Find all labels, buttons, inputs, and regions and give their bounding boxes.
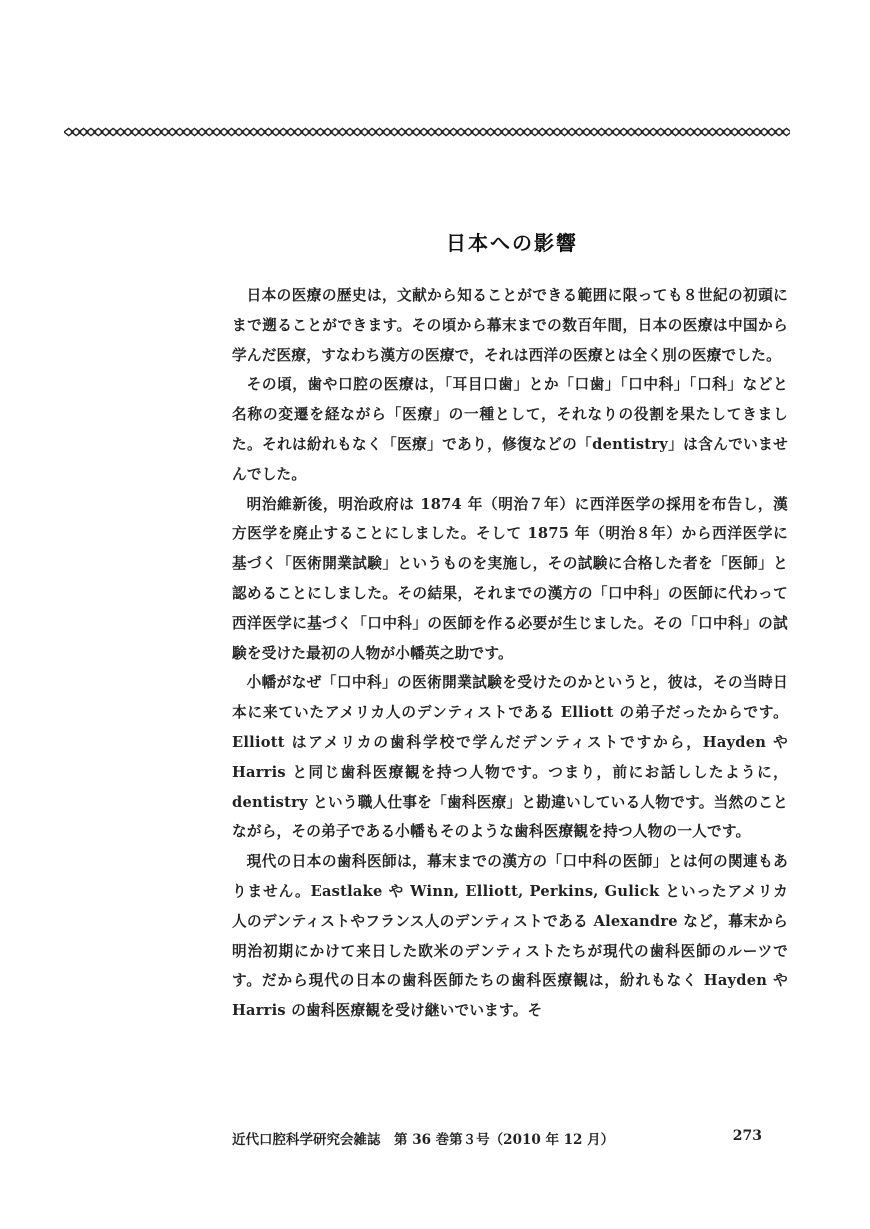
paragraph-4: 小幡がなぜ「口中科」の医術開業試験を受けたのかというと，彼は，その当時日本に来ていたアメリカ人のデンティストである Elliott の弟子だったからです。Elliott はアメリカの歯科学校で学んだデンティストですから，Hayden や Harris と同じ歯科医療観を持つ人物です。つまり，前にお話ししたように，dentistry という職人仕事を「歯科医療」と勘違いしている人物です。当然のことながら，その弟子である小幡もそのような歯科医療観を持つ人物の一人です。: [232, 674, 788, 841]
decorative-chain-rule: [64, 127, 790, 137]
body-text: [232, 281, 788, 1026]
journal-citation: 近代口腔科学研究会雑誌 第 36 巻第３号（2010 年 12 月）: [232, 1132, 615, 1148]
paragraph-3: 明治維新後，明治政府は 1874 年（明治７年）に西洋医学の採用を布告し，漢方医学を廃止することにしました。そして 1875 年（明治８年）から西洋医学に基づく「医術開業試験」というものを実施し，その試験に合格した者を「医師」と認めることにしました。その結果，それまでの漢方の「口中科」の医師に代わって西洋医学に基づく「口中科」の医師を作る必要が生じました。その「口中科」の試験を受けた最初の人物が小幡英之助です。: [232, 495, 788, 662]
paragraph-2: その頃，歯や口腔の医療は，「耳目口歯」とか「口歯」「口中科」「口科」などと名称の変遷を経ながら「医療」の一種として，それなりの役割を果たしてきました。それは紛れもなく「医療」であり，修復などの「dentistry」は含んでいませんでした。: [232, 376, 788, 483]
paragraph-5: 現代の日本の歯科医師は，幕末までの漢方の「口中科の医師」とは何の関連もありません。Eastlake や Winn, Elliott, Perkins, Gulick といったアメリカ人のデンティストやフランス人のデンティストである Alexandre など，幕末から明治初期にかけて来日した欧米のデンティストたちが現代の歯科医師のルーツです。だから現代の日本の歯科医師たちの歯科医療観は，紛れもなく Hayden や Harris の歯科医療観を受け継いでいます。そ: [232, 853, 788, 1020]
page-number: 273: [732, 1128, 762, 1144]
section-heading: 日本への影響: [446, 231, 578, 256]
page-footer: [232, 1128, 788, 1148]
paragraph-1: 日本の医療の歴史は，文献から知ることができる範囲に限っても８世紀の初頭にまで遡ることができます。その頃から幕末までの数百年間，日本の医療は中国から学んだ医療，すなわち漢方の医療で，それは西洋の医療とは全く別の医療でした。: [232, 287, 788, 364]
